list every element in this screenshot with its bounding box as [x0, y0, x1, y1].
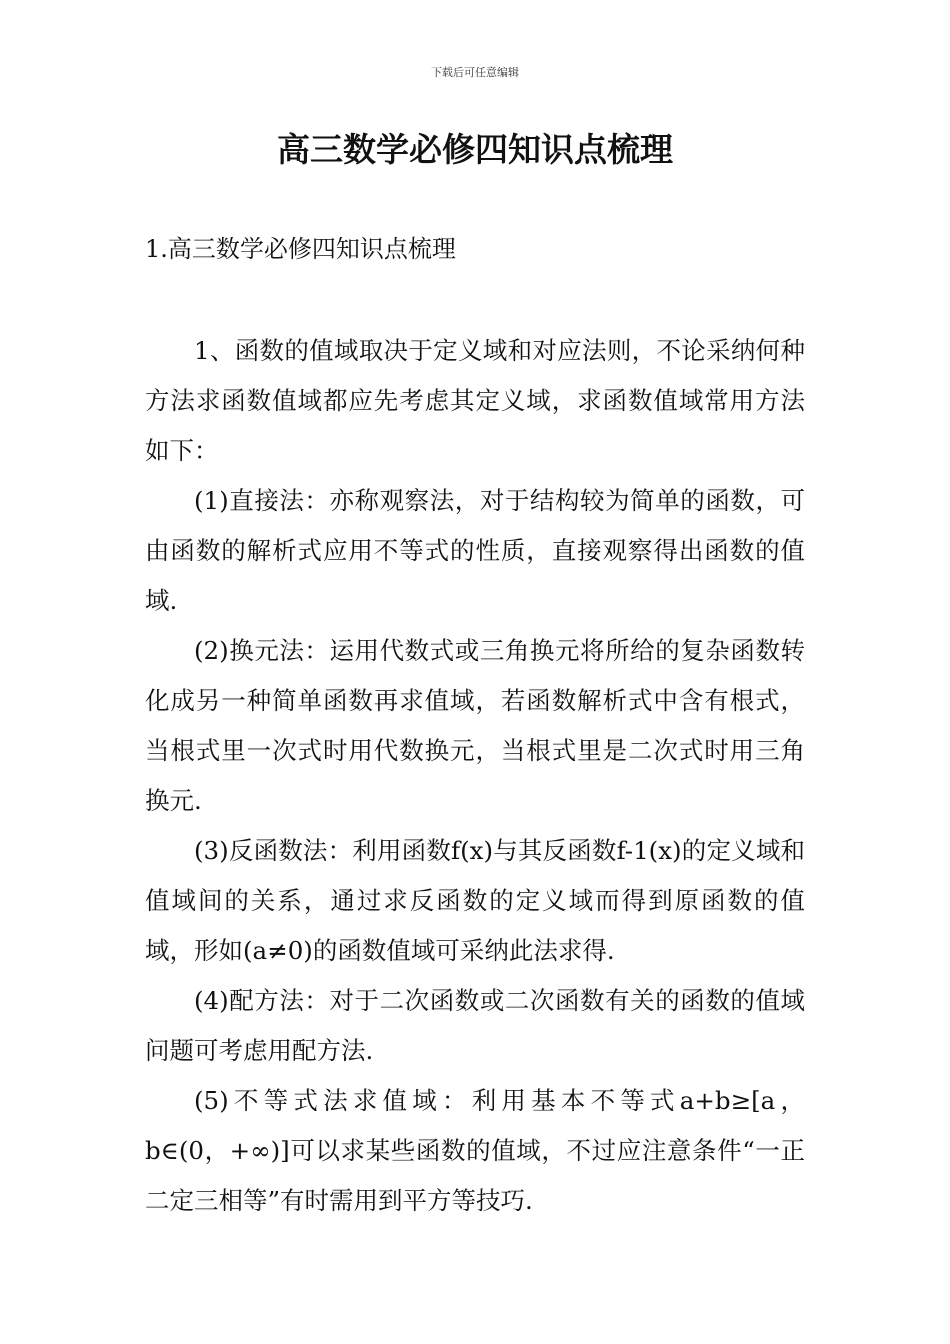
section-heading: 1.高三数学必修四知识点梳理: [145, 235, 456, 263]
paragraph-completing-square-method: (4)配方法：对于二次函数或二次函数有关的函数的值域问题可考虑用配方法.: [145, 986, 805, 1065]
paragraph-intro: 1、函数的值域取决于定义域和对应法则，不论采纳何种方法求函数值域都应先考虑其定义域，求函数值域常用方法如下：: [145, 336, 805, 465]
paragraph-inequality-method: (5)不等式法求值域：利用基本不等式a+b≥[a，b∈(0，+∞)]可以求某些函数的值域，不过应注意条件“一正二定三相等”有时需用到平方等技巧.: [145, 1086, 805, 1215]
document-body: [145, 326, 805, 1226]
paragraph-inverse-function-method: (3)反函数法：利用函数f(x)与其反函数f-1(x)的定义域和值域间的关系，通过求反函数的定义域而得到原函数的值域，形如(a≠0)的函数值域可采纳此法求得.: [145, 836, 805, 965]
page-header-note: 下载后可任意编辑: [431, 66, 519, 79]
document-title: 高三数学必修四知识点梳理: [277, 130, 673, 169]
paragraph-direct-method: (1)直接法：亦称观察法，对于结构较为简单的函数，可由函数的解析式应用不等式的性质，直接观察得出函数的值域.: [145, 486, 805, 615]
paragraph-substitution-method: (2)换元法：运用代数式或三角换元将所给的复杂函数转化成另一种简单函数再求值域，若函数解析式中含有根式，当根式里一次式时用代数换元，当根式里是二次式时用三角换元.: [145, 636, 805, 815]
